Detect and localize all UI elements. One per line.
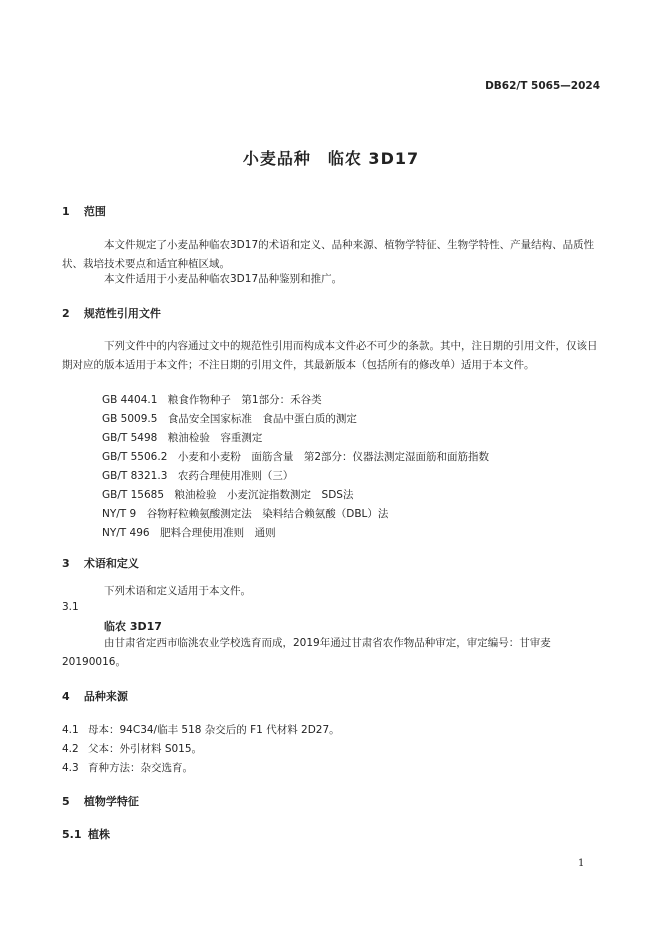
list-item xyxy=(62,741,202,756)
section-2-heading xyxy=(62,305,161,321)
item-number: 4.3 xyxy=(62,762,79,774)
section-title: 规范性引用文件 xyxy=(83,307,161,320)
section-title: 品种来源 xyxy=(83,690,128,703)
section-number: 3 xyxy=(62,557,70,570)
reference-item: GB/T 8321.3 农药合理使用准则（三） xyxy=(102,470,294,482)
section-5-heading xyxy=(62,793,139,809)
section-3-paragraph-1: 下列术语和定义适用于本文件。 xyxy=(104,585,251,597)
subsection-number: 5.1 xyxy=(62,828,82,841)
reference-item: NY/T 496 肥料合理使用准则 通则 xyxy=(102,527,276,539)
section-number: 4 xyxy=(62,690,70,703)
section-number: 2 xyxy=(62,307,70,320)
list-item xyxy=(62,760,193,775)
reference-item: GB 4404.1 粮食作物种子 第1部分：禾谷类 xyxy=(102,394,322,406)
page-title: 小麦品种 临农 3D17 xyxy=(242,149,420,168)
item-text: 育种方法：杂交选育。 xyxy=(88,762,193,774)
section-1-paragraph-2: 本文件适用于小麦品种临农3D17品种鉴别和推广。 xyxy=(104,273,343,285)
list-item xyxy=(62,722,340,737)
item-number: 4.2 xyxy=(62,743,79,755)
section-title: 术语和定义 xyxy=(83,557,139,570)
item-text: 母本：94C34/临丰 518 杂交后的 F1 代材料 2D27。 xyxy=(88,724,340,736)
item-number: 4.1 xyxy=(62,724,79,736)
section-1-heading xyxy=(62,203,106,219)
subsection-3-1-number: 3.1 xyxy=(62,601,79,613)
reference-item: GB/T 5506.2 小麦和小麦粉 面筋含量 第2部分：仪器法测定湿面筋和面筋指数 xyxy=(102,451,490,463)
item-text: 父本：外引材料 S015。 xyxy=(88,743,203,755)
reference-item: GB/T 5498 粮油检验 容重测定 xyxy=(102,432,263,444)
reference-item: GB/T 15685 粮油检验 小麦沉淀指数测定 SDS法 xyxy=(102,489,354,501)
section-4-heading xyxy=(62,688,128,704)
term-definition: 由甘肃省定西市临洮农业学校选育而成，2019年通过甘肃省农作物品种审定，审定编号：甘审麦20190016。 xyxy=(62,637,551,668)
reference-item: GB 5009.5 食品安全国家标准 食品中蛋白质的测定 xyxy=(102,413,357,425)
section-1-paragraph-1: 本文件规定了小麦品种临农3D17的术语和定义、品种来源、植物学特征、生物学特性、产量结构、品质性状、栽培技术要点和适宜种植区域。 xyxy=(62,239,595,270)
section-3-heading xyxy=(62,555,139,571)
section-title: 植物学特征 xyxy=(83,795,139,808)
section-2-paragraph-1: 下列文件中的内容通过文中的规范性引用而构成本文件必不可少的条款。其中，注日期的引用文件，仅该日期对应的版本适用于本文件；不注日期的引用文件，其最新版本（包括所有的修改单）适用于本文件。 xyxy=(62,340,598,371)
section-title: 范围 xyxy=(83,205,106,218)
term-name: 临农 3D17 xyxy=(104,620,162,633)
page-number: 1 xyxy=(578,858,585,869)
subsection-5-1-heading xyxy=(62,826,110,842)
section-number: 5 xyxy=(62,795,70,808)
standard-code: DB62/T 5065—2024 xyxy=(485,80,600,92)
reference-item: NY/T 9 谷物籽粒赖氨酸测定法 染料结合赖氨酸（DBL）法 xyxy=(102,508,389,520)
subsection-title: 植株 xyxy=(88,828,110,841)
section-number: 1 xyxy=(62,205,70,218)
